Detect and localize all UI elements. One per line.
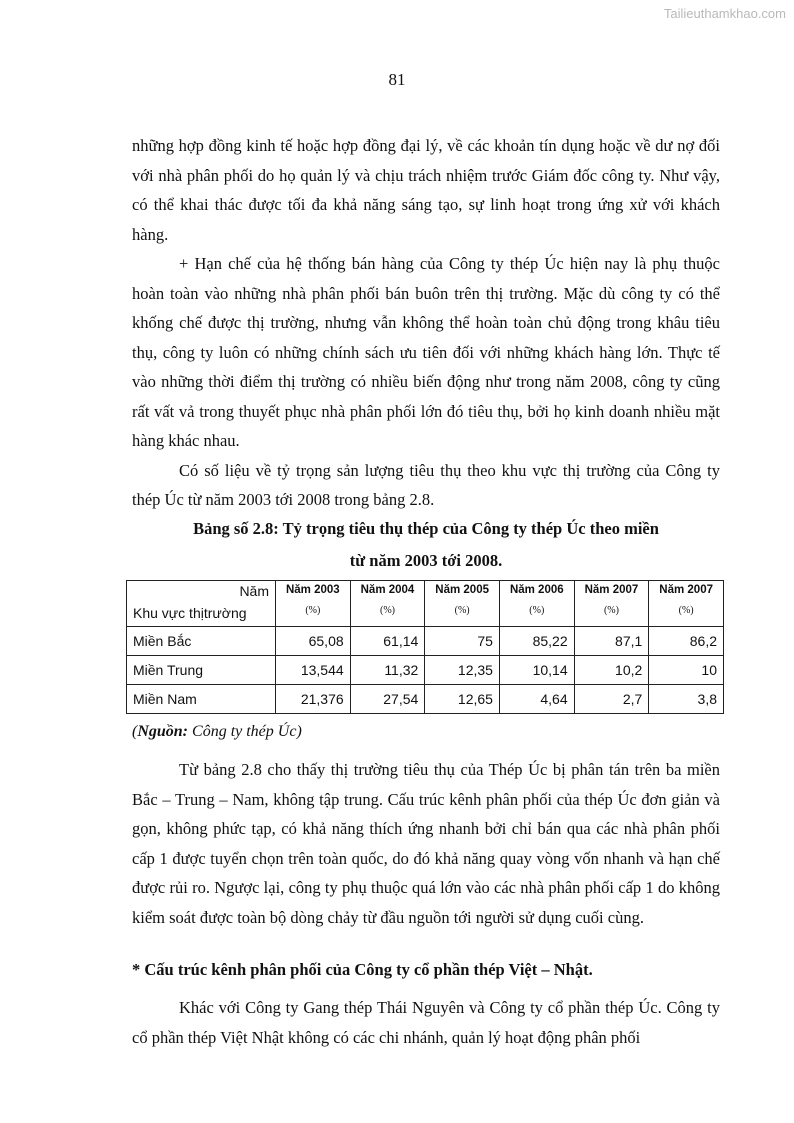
year-label: Năm 2005	[435, 584, 489, 596]
table-row	[127, 685, 724, 714]
unit-label: (%)	[603, 605, 619, 616]
region-cell: Miền Bắc	[127, 627, 276, 656]
unit-label: (%)	[678, 605, 694, 616]
source-text: Công ty thép Úc)	[188, 723, 302, 740]
value-cell: 10,14	[499, 656, 574, 685]
table-corner-header	[127, 581, 276, 627]
value-cell: 65,08	[276, 627, 351, 656]
value-cell: 4,64	[499, 685, 574, 714]
year-header-2007	[574, 581, 649, 627]
value-cell: 27,54	[350, 685, 425, 714]
year-label: Năm 2007	[584, 584, 639, 596]
paragraph-1: những hợp đồng kinh tế hoặc hợp đồng đại lý, về các khoản tín dụng hoặc về dư nợ đối với nhà phân phối do họ quản lý và chịu trách nhiệm trước Giám đốc công ty. Như vậy, có thể khai thác được tối đa khả năng sáng tạo, sự linh hoạt trong ứng xử với khách hàng.	[132, 136, 720, 244]
corner-region-label: Khu vực thịtrường	[133, 605, 247, 621]
year-label: Năm 2004	[360, 584, 415, 596]
unit-label: (%)	[529, 605, 545, 616]
market-share-table	[126, 580, 724, 714]
value-cell: 10	[649, 656, 724, 685]
year-label: Năm 2006	[509, 584, 564, 596]
year-label: Năm 2007	[659, 584, 713, 596]
body-text-top	[132, 131, 720, 515]
page-number: 81	[388, 70, 406, 89]
source-label: Nguồn:	[137, 723, 189, 740]
value-cell: 21,376	[276, 685, 351, 714]
unit-label: (%)	[454, 605, 470, 616]
unit-label: (%)	[379, 605, 395, 616]
value-cell: 10,2	[574, 656, 649, 685]
value-cell: 11,32	[350, 656, 425, 685]
year-header-2004	[350, 581, 425, 627]
watermark: Tailieuthamkhao.com	[663, 6, 786, 21]
paragraph-analysis: Từ bảng 2.8 cho thấy thị trường tiêu thụ của Thép Úc bị phân tán trên ba miền Bắc – Trung – Nam, không tập trung. Cấu trúc kênh phân phối của thép Úc đơn giản và gọn, không phức tạp, có khả năng thích ứng nhanh bởi chỉ bán qua các nhà phân phối cấp 1 được tuyển chọn trên toàn quốc, do đó khả năng quay vòng vốn nhanh và hạn chế được rủi ro. Ngược lại, công ty phụ thuộc quá lớn vào các nhà phân phối cấp 1 do không kiểm soát được toàn bộ dòng chảy từ đầu nguồn tới người sử dụng cuối cùng.	[132, 760, 720, 927]
region-cell: Miền Trung	[127, 656, 276, 685]
year-header-2005	[425, 581, 500, 627]
table-title-line-2: từ năm 2003 tới 2008.	[349, 551, 503, 570]
value-cell: 12,35	[425, 656, 500, 685]
table-header-row	[127, 581, 724, 627]
table-row	[127, 627, 724, 656]
region-cell: Miền Nam	[127, 685, 276, 714]
year-header-2007b	[649, 581, 724, 627]
value-cell: 87,1	[574, 627, 649, 656]
corner-year-label: Năm	[239, 583, 269, 599]
value-cell: 85,22	[499, 627, 574, 656]
table-source	[132, 723, 302, 741]
year-label: Năm 2003	[285, 584, 340, 596]
year-header-2003	[276, 581, 351, 627]
section-heading: * Cấu trúc kênh phân phối của Công ty cổ phần thép Việt – Nhật.	[132, 960, 593, 979]
value-cell: 61,14	[350, 627, 425, 656]
unit-label: (%)	[305, 605, 321, 616]
value-cell: 13,544	[276, 656, 351, 685]
table-title-line-1: Bảng số 2.8: Tỷ trọng tiêu thụ thép của Công ty thép Úc theo miền	[193, 519, 659, 538]
body-text-analysis	[132, 755, 720, 932]
body-text-bottom	[132, 993, 720, 1052]
year-header-2006	[499, 581, 574, 627]
value-cell: 3,8	[649, 685, 724, 714]
paragraph-last: Khác với Công ty Gang thép Thái Nguyên và Công ty cổ phần thép Úc. Công ty cổ phần thép Việt Nhật không có các chi nhánh, quản lý hoạt động phân phối	[132, 998, 720, 1047]
paragraph-2: + Hạn chế của hệ thống bán hàng của Công ty thép Úc hiện nay là phụ thuộc hoàn toàn vào những nhà phân phối bán buôn trên thị trường. Mặc dù công ty có thể khống chế được thị trường, nhưng vẫn không thể hoàn toàn chủ động trong khâu tiêu thụ, công ty luôn có những chính sách ưu tiên đối với những khách hàng lớn. Thực tế vào những thời điểm thị trường có nhiều biến động như trong năm 2008, công ty cũng rất vất vả trong thuyết phục nhà phân phối lớn đó tiêu thụ, bởi họ kinh doanh nhiều mặt hàng khác nhau.	[132, 254, 720, 450]
source-open: (	[132, 723, 138, 740]
table-row	[127, 656, 724, 685]
value-cell: 12,65	[425, 685, 500, 714]
paragraph-3: Có số liệu về tỷ trọng sản lượng tiêu thụ theo khu vực thị trường của Công ty thép Úc từ năm 2003 tới 2008 trong bảng 2.8.	[132, 460, 720, 509]
value-cell: 75	[425, 627, 500, 656]
value-cell: 86,2	[649, 627, 724, 656]
value-cell: 2,7	[574, 685, 649, 714]
